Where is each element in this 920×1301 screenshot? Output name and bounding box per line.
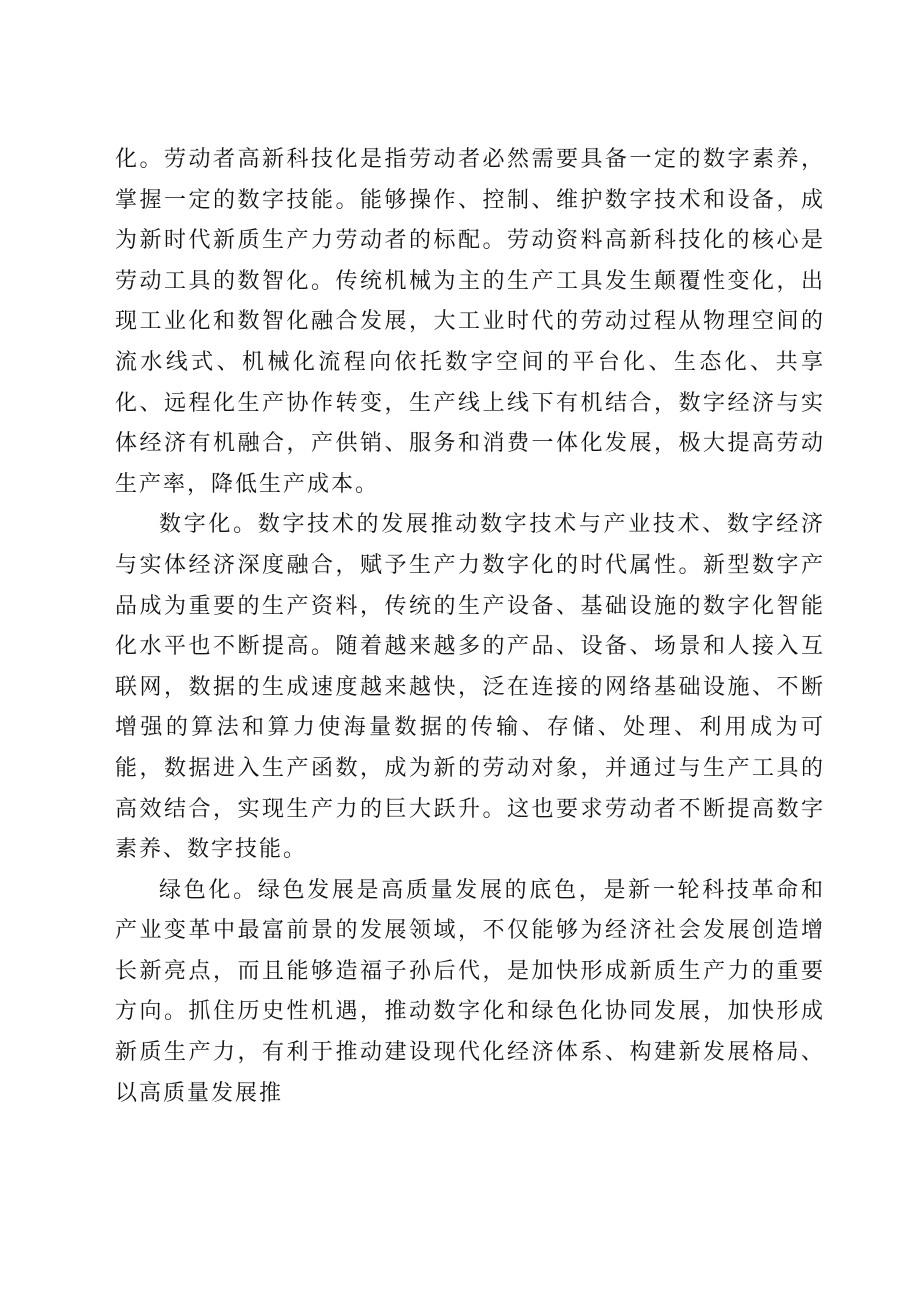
- paragraph-digitalization: 数字化。数字技术的发展推动数字技术与产业技术、数字经济与实体经济深度融合，赋予生产力数字化的时代属性。新型数字产品成为重要的生产资料，传统的生产设备、基础设施的数字化智能化水平也不断提高。随着越来越多的产品、设备、场景和人接入互联网，数据的生成速度越来越快，泛在连接的网络基础设施、不断增强的算法和算力使海量数据的传输、存储、处理、利用成为可能，数据进入生产函数，成为新的劳动对象，并通过与生产工具的高效结合，实现生产力的巨大跃升。这也要求劳动者不断提高数字素养、数字技能。: [115, 512, 825, 863]
- document-page: [115, 140, 825, 1114]
- paragraph-greening: 绿色化。绿色发展是高质量发展的底色，是新一轮科技革命和产业变革中最富前景的发展领域，不仅能够为经济社会发展创造增长新亮点，而且能够造福子孙后代，是加快形成新质生产力的重要方向。抓住历史性机遇，推动数字化和绿色化协同发展，加快形成新质生产力，有利于推动建设现代化经济体系、构建新发展格局、以高质量发展推: [115, 877, 825, 1106]
- paragraph-labor-tech: 化。劳动者高新科技化是指劳动者必然需要具备一定的数字素养，掌握一定的数字技能。能够操作、控制、维护数字技术和设备，成为新时代新质生产力劳动者的标配。劳动资料高新科技化的核心是劳动工具的数智化。传统机械为主的生产工具发生颠覆性变化，出现工业化和数智化融合发展，大工业时代的劳动过程从物理空间的流水线式、机械化流程向依托数字空间的平台化、生态化、共享化、远程化生产协作转变，生产线上线下有机结合，数字经济与实体经济有机融合，产供销、服务和消费一体化发展，极大提高劳动生产率，降低生产成本。: [115, 147, 825, 497]
